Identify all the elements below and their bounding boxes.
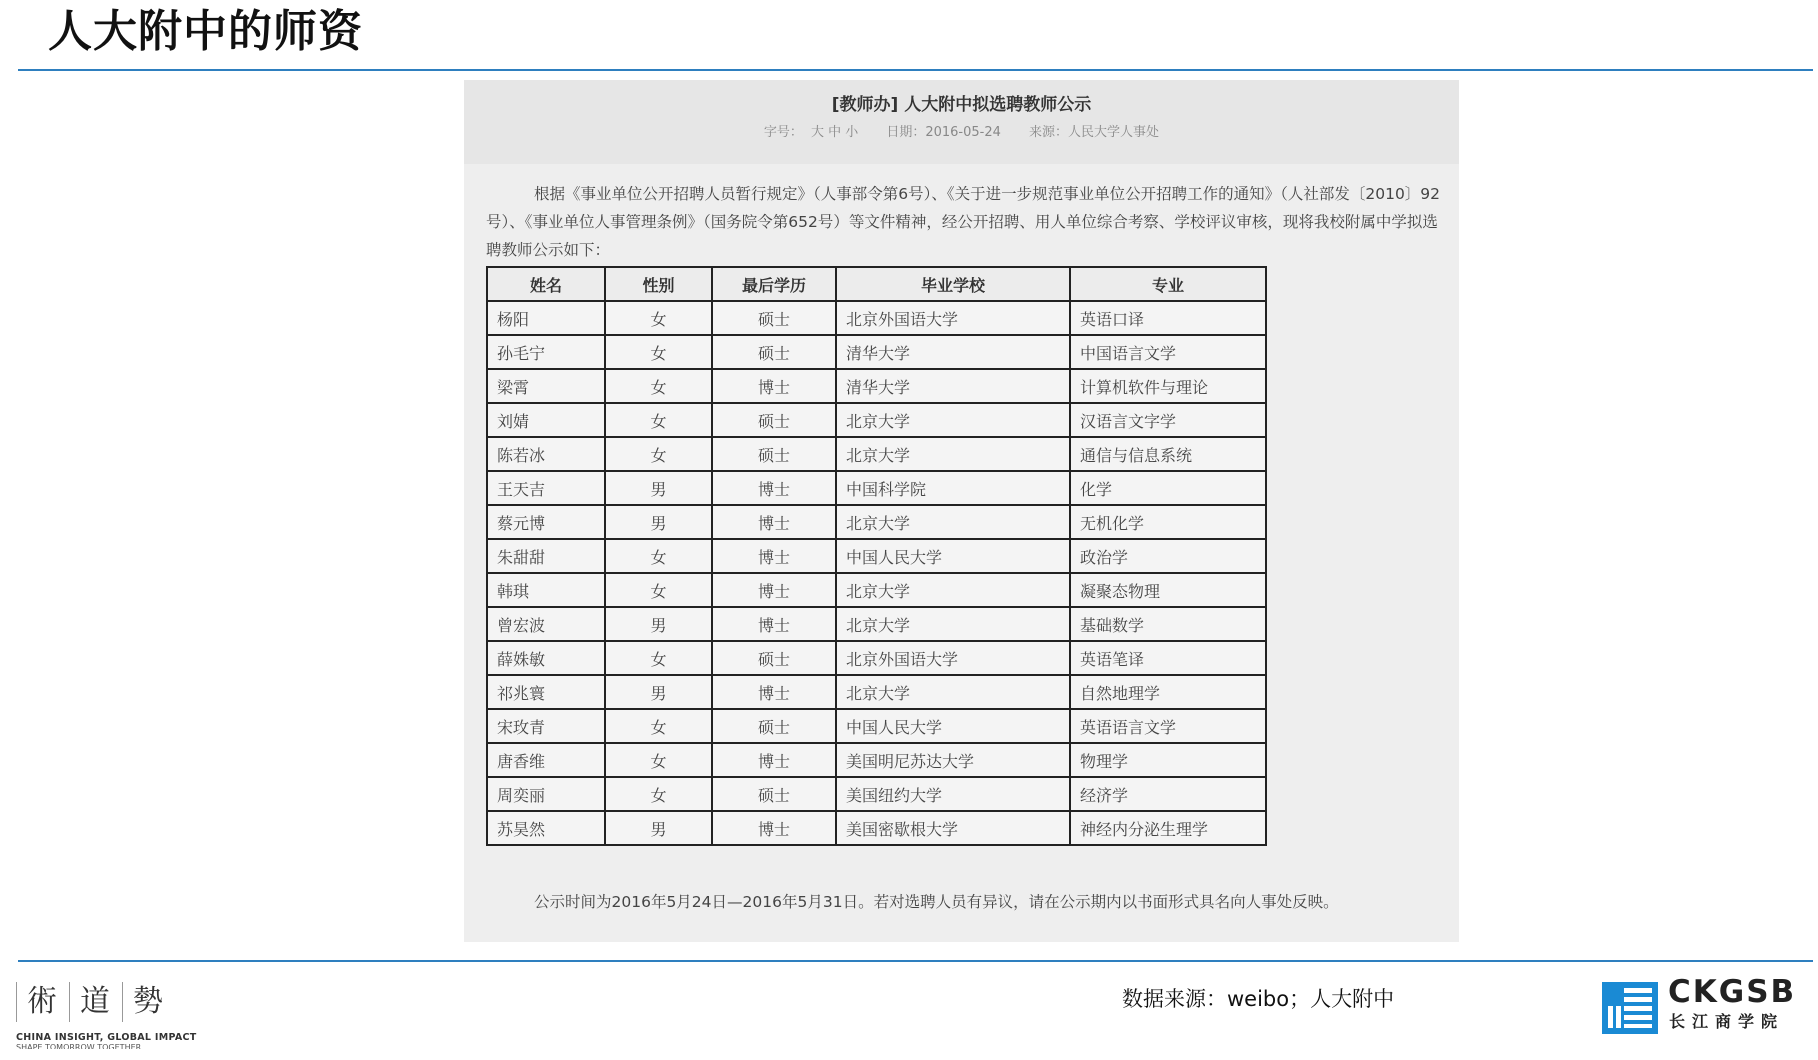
table-row (487, 675, 1266, 709)
cell-name: 朱甜甜 (487, 539, 605, 573)
cell-name: 刘婧 (487, 403, 605, 437)
cell-major: 政治学 (1070, 539, 1266, 573)
cell-school: 北京大学 (836, 505, 1070, 539)
cell-major: 经济学 (1070, 777, 1266, 811)
cell-major: 基础数学 (1070, 607, 1266, 641)
logo-tagline-secondary: SHAPE TOMORROW TOGETHER (16, 1043, 142, 1049)
cell-major: 凝聚态物理 (1070, 573, 1266, 607)
col-header-school: 毕业学校 (836, 267, 1070, 301)
ckgsb-mark-icon (1602, 982, 1658, 1034)
cell-gender: 男 (605, 675, 712, 709)
cell-school: 北京大学 (836, 675, 1070, 709)
cell-major: 无机化学 (1070, 505, 1266, 539)
table-row (487, 641, 1266, 675)
cell-name: 薛姝敏 (487, 641, 605, 675)
cell-major: 物理学 (1070, 743, 1266, 777)
footer-divider (18, 960, 1813, 962)
notice-date: 日期：2016-05-24 (886, 125, 1001, 140)
ckgsb-chinese-name: 长江商学院 (1669, 1012, 1785, 1031)
cell-gender: 男 (605, 811, 712, 845)
cell-school: 北京大学 (836, 573, 1070, 607)
cell-name: 唐香维 (487, 743, 605, 777)
cell-name: 陈若冰 (487, 437, 605, 471)
cell-gender: 女 (605, 573, 712, 607)
ckgsb-wordmark: CKGSB (1668, 974, 1797, 1010)
col-header-name: 姓名 (487, 267, 605, 301)
cell-name: 周奕丽 (487, 777, 605, 811)
table-row (487, 335, 1266, 369)
logo-char-dao: 道 (69, 982, 122, 1022)
table-row (487, 743, 1266, 777)
table-row (487, 403, 1266, 437)
cell-major: 汉语言文字学 (1070, 403, 1266, 437)
cell-degree: 博士 (712, 607, 836, 641)
cell-gender: 女 (605, 641, 712, 675)
cell-gender: 女 (605, 743, 712, 777)
cell-name: 韩琪 (487, 573, 605, 607)
cell-name: 梁霄 (487, 369, 605, 403)
cell-school: 清华大学 (836, 369, 1070, 403)
notice-title: [教师办] 人大附中拟选聘教师公示 (831, 95, 1092, 115)
cell-school: 中国科学院 (836, 471, 1070, 505)
cell-degree: 博士 (712, 743, 836, 777)
cell-name: 宋玫青 (487, 709, 605, 743)
cell-major: 英语语言文学 (1070, 709, 1266, 743)
slide-title: 人大附中的师资 (48, 6, 363, 57)
cell-degree: 硕士 (712, 403, 836, 437)
cell-school: 美国明尼苏达大学 (836, 743, 1070, 777)
cell-degree: 硕士 (712, 335, 836, 369)
cell-degree: 硕士 (712, 641, 836, 675)
table-header-row (487, 267, 1266, 301)
teacher-table (486, 266, 1267, 846)
cell-school: 美国密歇根大学 (836, 811, 1070, 845)
col-header-gender: 性别 (605, 267, 712, 301)
table-row (487, 607, 1266, 641)
cell-degree: 博士 (712, 675, 836, 709)
cell-degree: 博士 (712, 471, 836, 505)
cell-gender: 女 (605, 539, 712, 573)
cell-school: 北京大学 (836, 607, 1070, 641)
col-header-degree: 最后学历 (712, 267, 836, 301)
table-row (487, 301, 1266, 335)
cell-name: 蔡元博 (487, 505, 605, 539)
table-row (487, 573, 1266, 607)
cell-major: 计算机软件与理论 (1070, 369, 1266, 403)
cell-school: 清华大学 (836, 335, 1070, 369)
cell-name: 曾宏波 (487, 607, 605, 641)
table-row (487, 539, 1266, 573)
table-row (487, 471, 1266, 505)
notice-intro: 根据《事业单位公开招聘人员暂行规定》（人事部令第6号）、《关于进一步规范事业单位公开招聘工作的通知》（人社部发〔2010〕92号）、《事业单位人事管理条例》（国务院令第652号）等文件精神，经公开招聘、用人单位综合考察、学校评议审核，现将我校附属中学拟选聘教师公示如下： (486, 185, 1441, 259)
cell-major: 中国语言文学 (1070, 335, 1266, 369)
cell-gender: 男 (605, 471, 712, 505)
cell-school: 中国人民大学 (836, 539, 1070, 573)
cell-gender: 女 (605, 777, 712, 811)
font-size-label: 字号： 大 中 小 (763, 125, 859, 140)
header-divider (18, 69, 1813, 71)
cell-degree: 硕士 (712, 709, 836, 743)
notice-header (464, 80, 1459, 164)
cell-name: 祁兆寰 (487, 675, 605, 709)
cell-degree: 博士 (712, 811, 836, 845)
cell-gender: 男 (605, 607, 712, 641)
cell-major: 英语口译 (1070, 301, 1266, 335)
cell-gender: 女 (605, 301, 712, 335)
table-row (487, 709, 1266, 743)
cell-school: 美国纽约大学 (836, 777, 1070, 811)
cell-major: 化学 (1070, 471, 1266, 505)
table-row (487, 811, 1266, 845)
cell-gender: 女 (605, 369, 712, 403)
logo-char-shi: 勢 (122, 982, 175, 1022)
table-row (487, 437, 1266, 471)
logo-tagline: CHINA INSIGHT, GLOBAL IMPACT (16, 1032, 197, 1043)
cell-school: 中国人民大学 (836, 709, 1070, 743)
font-size-options[interactable]: 大 中 小 (810, 125, 859, 140)
notice-screenshot (464, 80, 1459, 942)
cell-degree: 博士 (712, 505, 836, 539)
notice-source: 来源：人民大学人事处 (1029, 125, 1160, 140)
cell-gender: 女 (605, 335, 712, 369)
cell-school: 北京大学 (836, 437, 1070, 471)
cell-name: 杨阳 (487, 301, 605, 335)
slogan-logo (16, 972, 196, 1054)
cell-degree: 博士 (712, 369, 836, 403)
cell-school: 北京外国语大学 (836, 301, 1070, 335)
col-header-major: 专业 (1070, 267, 1266, 301)
cell-major: 神经内分泌生理学 (1070, 811, 1266, 845)
logo-char-shu: 術 (16, 982, 69, 1022)
cell-major: 英语笔译 (1070, 641, 1266, 675)
ckgsb-logo (1602, 974, 1812, 1034)
cell-gender: 女 (605, 437, 712, 471)
cell-school: 北京大学 (836, 403, 1070, 437)
cell-major: 通信与信息系统 (1070, 437, 1266, 471)
table-row (487, 505, 1266, 539)
notice-meta (464, 124, 1459, 142)
cell-school: 北京外国语大学 (836, 641, 1070, 675)
cell-degree: 硕士 (712, 301, 836, 335)
cell-degree: 硕士 (712, 437, 836, 471)
table-row (487, 369, 1266, 403)
cell-major: 自然地理学 (1070, 675, 1266, 709)
cell-name: 苏昊然 (487, 811, 605, 845)
notice-footer: 公示时间为2016年5月24日—2016年5月31日。若对选聘人员有异议，请在公示期内以书面形式具名向人事处反映。 (534, 893, 1339, 911)
cell-degree: 博士 (712, 539, 836, 573)
cell-name: 孙毛宁 (487, 335, 605, 369)
cell-gender: 男 (605, 505, 712, 539)
data-source-note: 数据来源：weibo；人大附中 (1122, 987, 1395, 1011)
cell-gender: 女 (605, 403, 712, 437)
cell-name: 王天吉 (487, 471, 605, 505)
table-row (487, 777, 1266, 811)
cell-degree: 硕士 (712, 777, 836, 811)
cell-degree: 博士 (712, 573, 836, 607)
cell-gender: 女 (605, 709, 712, 743)
